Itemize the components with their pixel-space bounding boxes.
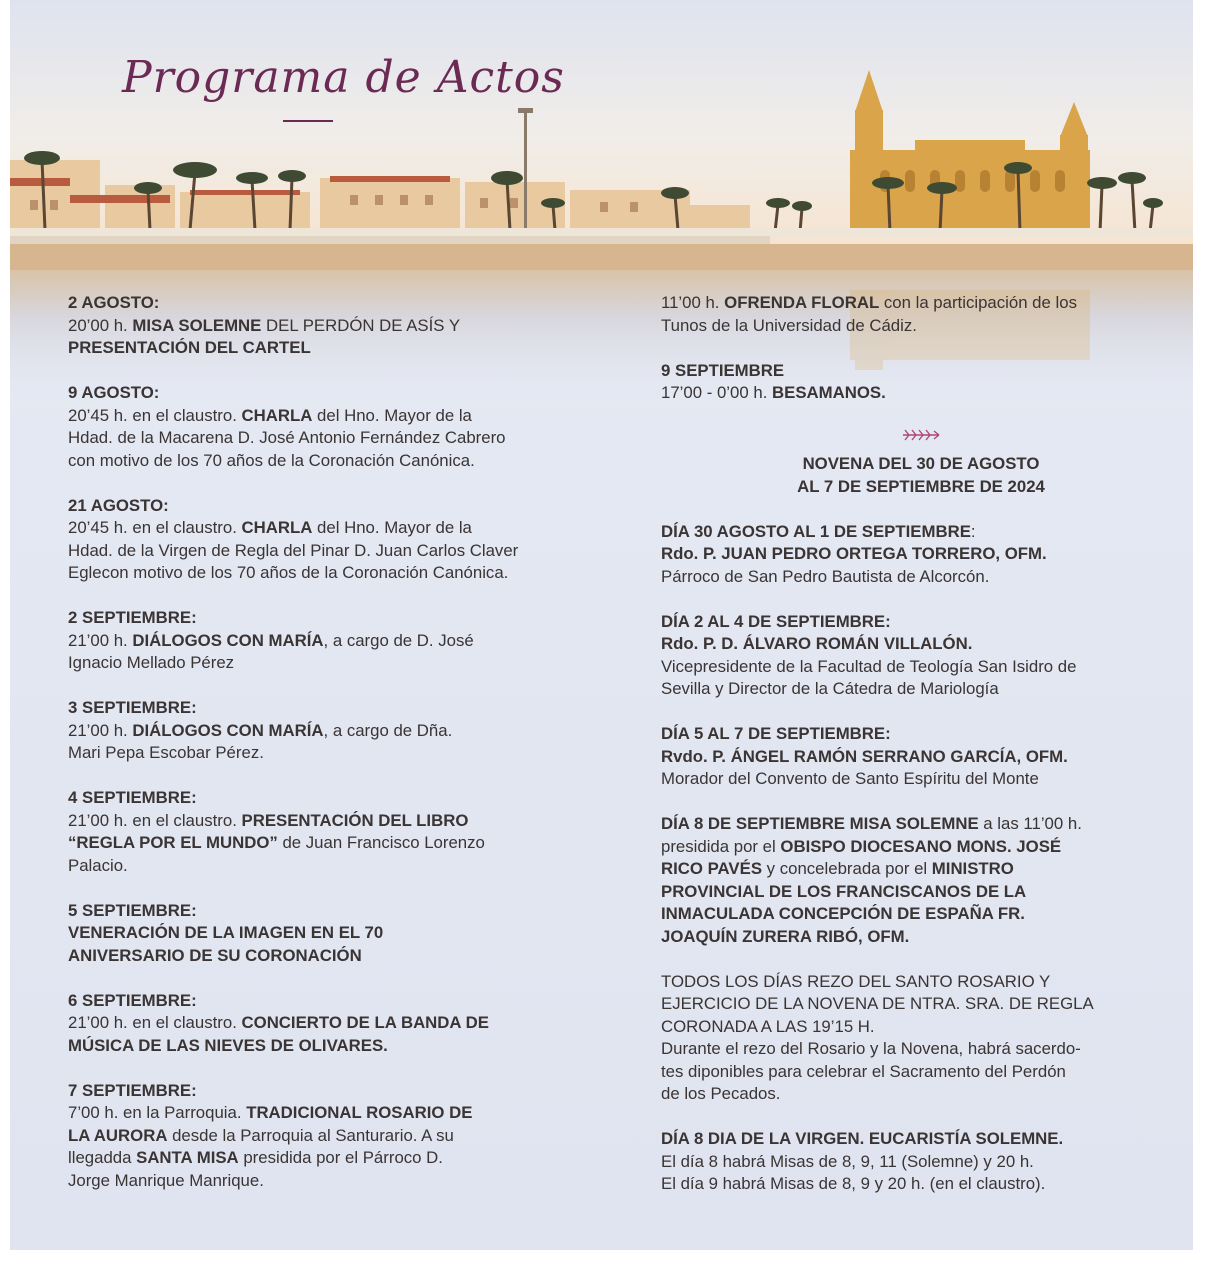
event-text-bold: MINISTRO <box>931 859 1014 878</box>
event-text-bold: DÍA 8 DE SEPTIEMBRE MISA SOLEMNE <box>661 814 979 833</box>
event-line <box>661 993 1181 1016</box>
event-line <box>68 810 588 833</box>
event-line <box>661 611 1181 634</box>
event-block <box>661 521 1181 589</box>
event-block <box>68 990 588 1058</box>
event-text: a las 11’00 h. <box>978 814 1082 833</box>
events-column-right <box>661 292 1181 1218</box>
event-text: Párroco de San Pedro Bautista de Alcorcón. <box>661 566 990 586</box>
title-underline <box>283 120 333 122</box>
event-line <box>68 630 588 653</box>
event-text: y concelebrada por el <box>762 859 932 878</box>
event-date: 6 SEPTIEMBRE: <box>68 990 197 1010</box>
event-text-bold: INMACULADA CONCEPCIÓN DE ESPAÑA FR. <box>661 904 1025 923</box>
event-text: Mari Pepa Escobar Pérez. <box>68 743 264 762</box>
event-block <box>661 1128 1181 1196</box>
event-line <box>661 315 1181 338</box>
event-line <box>661 723 1181 746</box>
right-top-events <box>661 292 1181 405</box>
program-title: Programa de Actos <box>122 52 565 103</box>
event-block <box>68 495 588 585</box>
event-text-bold: ANIVERSARIO DE SU CORONACIÓN <box>68 945 362 965</box>
event-line <box>68 1102 588 1125</box>
event-date: 4 SEPTIEMBRE: <box>68 788 197 807</box>
novena-title-line: AL 7 DE SEPTIEMBRE DE 2024 <box>797 476 1045 496</box>
event-date: 9 SEPTIEMBRE <box>661 360 785 380</box>
event-line <box>68 1125 588 1148</box>
event-date: 21 AGOSTO: <box>68 495 169 515</box>
event-line <box>68 540 588 563</box>
event-text-bold: PRESENTACIÓN DEL CARTEL <box>68 338 311 357</box>
event-block <box>661 971 1181 1106</box>
event-block <box>68 900 588 968</box>
event-block <box>68 787 588 877</box>
event-line <box>68 832 588 855</box>
event-line <box>661 971 1181 994</box>
event-line <box>68 1012 588 1035</box>
event-line <box>68 337 588 360</box>
event-line <box>661 1151 1181 1174</box>
event-text: llegadda <box>68 1148 137 1167</box>
event-line <box>661 1083 1181 1106</box>
event-text: presidida por el Párroco D. <box>238 1148 443 1167</box>
event-date: 5 SEPTIEMBRE: <box>68 900 197 920</box>
event-line <box>661 903 1181 926</box>
event-line <box>661 1061 1181 1084</box>
event-text-bold: PROVINCIAL DE LOS FRANCISCANOS DE LA <box>661 881 1027 901</box>
event-text: presidida por el <box>661 836 781 856</box>
event-text: de los Pecados. <box>661 1084 781 1103</box>
poster <box>10 0 1193 1250</box>
event-line <box>68 945 588 968</box>
event-text-bold: LA AURORA <box>68 1125 168 1145</box>
event-text-bold: DÍA 30 AGOSTO AL 1 DE SEPTIEMBRE <box>661 521 971 541</box>
event-block <box>661 723 1181 791</box>
event-line <box>68 922 588 945</box>
event-text: Morador del Convento de Santo Espíritu del Monte <box>661 769 1039 788</box>
event-text-bold: RICO PAVÉS <box>661 859 763 878</box>
event-text-bold: BESAMANOS. <box>772 383 886 402</box>
event-line <box>661 633 1181 656</box>
event-block <box>661 292 1181 337</box>
fern-divider-icon <box>661 427 1181 443</box>
event-line <box>68 742 588 765</box>
event-line <box>661 926 1181 949</box>
event-text-bold: MISA SOLEMNE <box>132 315 262 335</box>
event-text: 20’00 h. <box>68 315 133 335</box>
event-line <box>661 656 1181 679</box>
event-text: : <box>970 521 976 541</box>
event-text: con motivo de los 70 años de la Coronación Canónica. <box>68 450 475 470</box>
event-line <box>661 543 1181 566</box>
event-text: del Hno. Mayor de la <box>312 518 472 537</box>
event-block <box>68 1080 588 1193</box>
event-text-bold: DÍA 8 DIA DE LA VIRGEN. EUCARISTÍA SOLEMNE. <box>661 1129 1064 1148</box>
event-line <box>68 1035 588 1058</box>
event-text-bold: DIÁLOGOS CON MARÍA <box>132 630 324 650</box>
event-text: 21’00 h. <box>68 630 133 650</box>
novena-title-line: NOVENA DEL 30 DE AGOSTO <box>802 454 1040 473</box>
event-text: 21’00 h. <box>68 720 133 740</box>
event-text: Palacio. <box>68 855 128 875</box>
event-text-bold: Rvdo. P. ÁNGEL RAMÓN SERRANO GARCÍA, OFM. <box>661 746 1068 766</box>
event-text: Ignacio Mellado Pérez <box>68 653 235 672</box>
event-text: DEL PERDÓN DE ASÍS Y <box>261 315 461 335</box>
event-text: CORONADA A LAS 19’15 H. <box>661 1016 875 1036</box>
event-text-bold: SANTA MISA <box>136 1148 239 1167</box>
event-text-bold: PRESENTACIÓN DEL LIBRO <box>241 810 469 830</box>
event-text: 21’00 h. en el claustro. <box>68 810 242 830</box>
event-text-bold: DÍA 2 AL 4 DE SEPTIEMBRE: <box>661 611 891 631</box>
event-line <box>68 405 588 428</box>
event-date: 2 SEPTIEMBRE: <box>68 608 197 627</box>
event-text: Vicepresidente de la Facultad de Teología San Isidro de <box>661 656 1077 676</box>
event-text: 20’45 h. en el claustro. <box>68 405 242 425</box>
event-line <box>661 858 1181 881</box>
novena-title <box>661 453 1181 498</box>
event-text-bold: OFRENDA FLORAL <box>724 293 880 312</box>
event-line <box>661 1038 1181 1061</box>
event-date: 3 SEPTIEMBRE: <box>68 698 197 717</box>
event-text: Sevilla y Director de la Cátedra de Mariología <box>661 679 999 698</box>
event-date: 9 AGOSTO: <box>68 383 160 402</box>
event-text-bold: CONCIERTO DE LA BANDA DE <box>241 1013 489 1032</box>
event-text: Hdad. de la Virgen de Regla del Pinar D. Juan Carlos Claver <box>68 540 519 560</box>
right-bottom-events <box>661 521 1181 1196</box>
event-text-bold: Rdo. P. D. ÁLVARO ROMÁN VILLALÓN. <box>661 634 973 653</box>
event-text: 7’00 h. en la Parroquia. <box>68 1103 247 1122</box>
event-line <box>661 521 1181 544</box>
event-block <box>68 697 588 765</box>
event-text-bold: OBISPO DIOCESANO MONS. JOSÉ <box>780 836 1062 856</box>
event-text: Durante el rezo del Rosario y la Novena, habrá sacerdo- <box>661 1039 1081 1058</box>
event-line <box>661 768 1181 791</box>
event-text-bold: DÍA 5 AL 7 DE SEPTIEMBRE: <box>661 724 891 743</box>
event-line <box>68 562 588 585</box>
event-text: Jorge Manrique Manrique. <box>68 1170 264 1190</box>
event-date: 2 AGOSTO: <box>68 293 160 312</box>
event-text-bold: Rdo. P. JUAN PEDRO ORTEGA TORRERO, OFM. <box>661 544 1047 563</box>
event-line <box>68 315 588 338</box>
event-text: Tunos de la Universidad de Cádiz. <box>661 315 917 335</box>
event-text: , a cargo de D. José <box>323 630 474 650</box>
event-text: , a cargo de Dña. <box>323 720 453 740</box>
event-line <box>661 382 1181 405</box>
event-line <box>661 678 1181 701</box>
event-line <box>68 427 588 450</box>
event-line <box>68 720 588 743</box>
event-text: de Juan Francisco Lorenzo <box>277 833 485 852</box>
event-text: con la participación de los <box>879 293 1077 312</box>
event-text-bold: VENERACIÓN DE LA IMAGEN EN EL 70 <box>68 923 384 942</box>
event-block <box>661 813 1181 948</box>
event-line <box>68 1147 588 1170</box>
event-line <box>661 813 1181 836</box>
event-date: 7 SEPTIEMBRE: <box>68 1080 197 1100</box>
event-text: Hdad. de la Macarena D. José Antonio Fernández Cabrero <box>68 428 506 447</box>
event-text: El día 9 habrá Misas de 8, 9 y 20 h. (en el claustro). <box>661 1174 1046 1193</box>
event-text: El día 8 habrá Misas de 8, 9, 11 (Solemne) y 20 h. <box>661 1151 1034 1171</box>
event-line <box>661 566 1181 589</box>
event-block <box>661 360 1181 405</box>
event-line <box>661 746 1181 769</box>
event-text: 21’00 h. en el claustro. <box>68 1013 242 1032</box>
event-line <box>661 1128 1181 1151</box>
event-text: Eglecon motivo de los 70 años de la Coronación Canónica. <box>68 563 509 582</box>
event-line <box>68 517 588 540</box>
event-line <box>661 1016 1181 1039</box>
events-column-left <box>68 292 588 1215</box>
event-text: tes diponibles para celebrar el Sacramento del Perdón <box>661 1061 1066 1081</box>
event-block <box>661 611 1181 701</box>
event-line <box>661 836 1181 859</box>
event-text-bold: JOAQUÍN ZURERA RIBÓ, OFM. <box>661 926 910 946</box>
event-text-bold: DIÁLOGOS CON MARÍA <box>132 720 324 740</box>
event-text-bold: “REGLA POR EL MUNDO” <box>68 833 278 852</box>
event-text: del Hno. Mayor de la <box>312 405 472 425</box>
event-text: desde la Parroquia al Santurario. A su <box>167 1125 454 1145</box>
event-text: TODOS LOS DÍAS REZO DEL SANTO ROSARIO Y <box>661 971 1051 991</box>
event-line <box>68 1170 588 1193</box>
event-line <box>661 1173 1181 1196</box>
event-line <box>661 292 1181 315</box>
event-line <box>68 652 588 675</box>
event-text: 20’45 h. en el claustro. <box>68 518 242 537</box>
event-block <box>68 382 588 472</box>
event-text-bold: CHARLA <box>241 518 313 537</box>
event-text-bold: TRADICIONAL ROSARIO DE <box>246 1103 473 1122</box>
event-block <box>68 292 588 360</box>
event-text: EJERCICIO DE LA NOVENA DE NTRA. SRA. DE REGLA <box>661 994 1094 1013</box>
event-text-bold: MÚSICA DE LAS NIEVES DE OLIVARES. <box>68 1035 388 1055</box>
event-block <box>68 607 588 675</box>
event-text-bold: CHARLA <box>241 405 313 425</box>
event-line <box>68 855 588 878</box>
event-text: 11’00 h. <box>661 293 725 312</box>
event-line <box>661 881 1181 904</box>
event-text: 17’00 - 0’00 h. <box>661 383 773 402</box>
event-line <box>68 450 588 473</box>
